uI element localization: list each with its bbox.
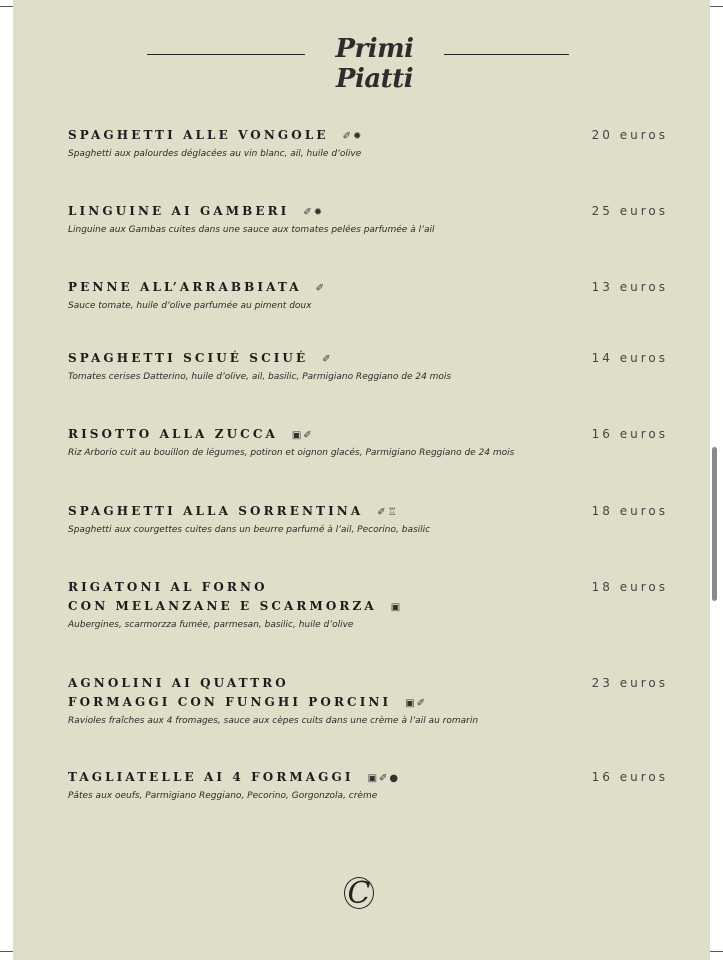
menu-item [68, 578, 668, 631]
dish-name: FORMAGGI CON FUNGHI PORCINI ▣✐ [68, 695, 428, 709]
dish-description: Spaghetti aux courgettes cuites dans un beurre parfumé à l’ail, Pecorino, basilic [68, 525, 431, 535]
dish-price: 16 euros [591, 770, 668, 784]
dish-description: Tomates cerises Datterino, huile d’olive, ail, basilic, Parmigiano Reggiano de 24 mois [68, 372, 452, 382]
menu-item [68, 425, 668, 459]
dish-description: Sauce tomate, huile d’olive parfumée au piment doux [68, 301, 312, 311]
allergen-icons: ✐✹ [342, 131, 364, 142]
dish-price: 18 euros [591, 580, 668, 594]
section-title: Primi Piatti [335, 34, 414, 94]
divider [147, 54, 305, 55]
menu-item [68, 278, 668, 312]
dish-name: PENNE ALL’ARRABBIATA ✐ [68, 280, 327, 294]
dish-name: RISOTTO ALLA ZUCCA ▣✐ [68, 427, 314, 441]
section-header [13, 34, 710, 94]
dish-name: RIGATONI AL FORNO [68, 580, 268, 594]
dish-name: LINGUINE AI GAMBERI ✐✹ [68, 204, 325, 218]
dish-name: TAGLIATELLE AI 4 FORMAGGI ▣✐● [68, 770, 401, 784]
menu-item [68, 126, 668, 160]
dish-name: SPAGHETTI SCIUÉ SCIUÉ ✐ [68, 351, 333, 365]
dish-price: 16 euros [591, 427, 668, 441]
dish-description: Ravioles fraîches aux 4 fromages, sauce aux cèpes cuits dans une crème à l’ail au romarin [68, 716, 479, 726]
dish-name: CON MELANZANE E SCARMORZA ▣ [68, 599, 403, 613]
menu-item [68, 674, 668, 727]
menu-item [68, 502, 668, 536]
dish-price: 20 euros [591, 128, 668, 142]
dish-price: 14 euros [591, 351, 668, 365]
dish-name: AGNOLINI AI QUATTRO [68, 676, 289, 690]
allergen-icons: ✐ [322, 354, 333, 365]
allergen-icons: ▣✐ [291, 430, 314, 441]
menu-item [68, 202, 668, 236]
dish-price: 18 euros [591, 504, 668, 518]
allergen-icons: ✐♖ [377, 507, 399, 518]
divider [444, 54, 569, 55]
dish-name: SPAGHETTI ALLE VONGOLE ✐✹ [68, 128, 364, 142]
dish-description: Aubergines, scarmorzza fumée, parmesan, basilic, huile d’olive [68, 620, 354, 630]
dish-description: Pâtes aux oeufs, Parmigiano Reggiano, Pecorino, Gorgonzola, crème [68, 791, 378, 801]
menu-page [13, 0, 710, 960]
allergen-icons: ✐✹ [303, 207, 325, 218]
allergen-icons: ▣✐● [367, 773, 401, 784]
dish-name: SPAGHETTI ALLA SORRENTINA ✐♖ [68, 504, 399, 518]
dish-price: 23 euros [591, 676, 668, 690]
allergen-icons: ▣ [390, 602, 403, 613]
dish-description: Linguine aux Gambas cuites dans une sauce aux tomates pelées parfumée à l’ail [68, 225, 435, 235]
restaurant-logo: C [343, 876, 375, 910]
menu-item [68, 768, 668, 802]
scrollbar[interactable] [712, 447, 717, 601]
allergen-icons: ▣✐ [405, 698, 428, 709]
menu-item [68, 349, 668, 383]
dish-description: Riz Arborio cuit au bouillon de légumes, potiron et oignon glacés, Parmigiano Reggiano de 24 mois [68, 448, 515, 458]
dish-price: 25 euros [591, 204, 668, 218]
allergen-icons: ✐ [315, 283, 327, 294]
dish-description: Spaghetti aux palourdes déglacées au vin blanc, ail, huile d’olive [68, 149, 362, 159]
dish-price: 13 euros [591, 280, 668, 294]
